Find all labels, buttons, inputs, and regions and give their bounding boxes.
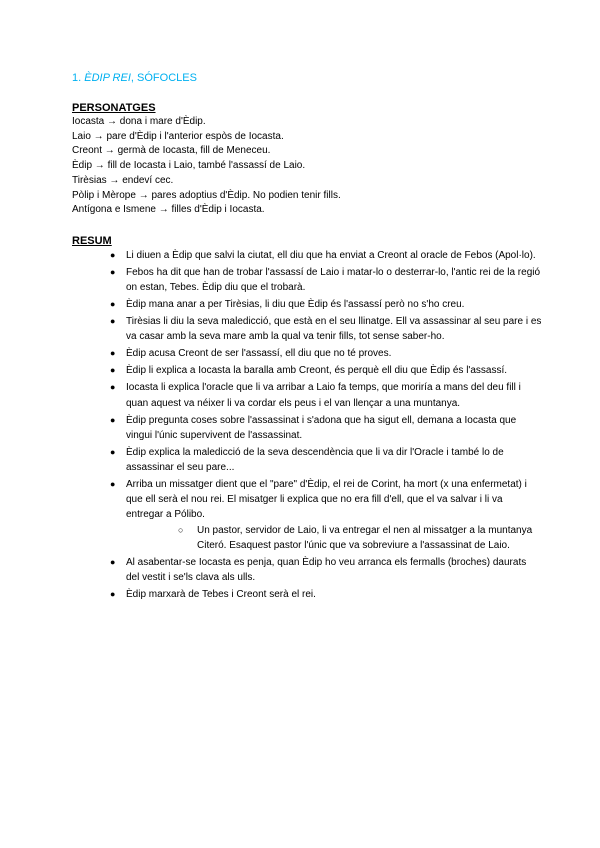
title-number: 1. — [72, 72, 85, 84]
character-line: Tirèsias → endeví cec. — [72, 174, 174, 186]
summary-item-text: Febos ha dit que han de trobar l'assassí de Laio i matar-lo o desterrar-lo, l'antic rei de la regió on estan, Tebes. Èdip diu que el trobarà. — [126, 267, 541, 294]
bullet-icon: ● — [110, 250, 116, 260]
title-separator: , — [130, 72, 138, 84]
bullet-icon: ● — [110, 446, 116, 457]
bullet-icon: ● — [110, 556, 116, 567]
character-line: Iocasta → dona i mare d'Èdip. — [72, 116, 206, 127]
summary-item-text: Iocasta li explica l'oracle que li va arribar a Laio fa temps, que moriría a mans del deu fill i quan aquest va néixer li va cordar els peus i el van llençar a una muntanya. — [126, 382, 521, 409]
summary-item — [72, 413, 542, 443]
characters-list — [72, 115, 341, 218]
character-line: Èdip → fill de Iocasta i Laio, també l'assassí de Laio. — [72, 160, 306, 172]
character-line: Creont → germà de Iocasta, fill de Meneceu. — [72, 145, 271, 157]
summary-item — [72, 297, 542, 312]
summary-item — [72, 445, 542, 475]
summary-item — [72, 346, 542, 361]
summary-item-text: Èdip pregunta coses sobre l'assassinat i s'adona que ha sigut ell, demana a Iocasta que vingui l'únic supervivent de l'assassinat. — [126, 414, 517, 441]
bullet-icon: ● — [110, 414, 116, 425]
summary-item — [72, 477, 542, 553]
summary-item-text: Èdip mana anar a per Tirèsias, li diu que Èdip és l'assassí però no s'ho creu. — [126, 299, 465, 311]
character-line: Laio → pare d'Èdip i l'anterior espòs de Iocasta. — [72, 130, 284, 142]
summary-sub-item-text: Un pastor, servidor de Laio, li va entregar el nen al missatger a la muntanya Citeró. Esaquest pastor l'únic que va sobreviure a l'assassinat de Laio. — [197, 524, 533, 551]
title-work: ÈDIP REI — [84, 72, 131, 84]
summary-item-text: Èdip explica la maledicció de la seva descendència que li va dir l'Oracle i també lo de assassinar el seu pare... — [126, 446, 504, 474]
summary-item-text: Tirèsias li diu la seva maledicció, que està en el seu llinatge. Ell va assassinar al seu pare i es va casar amb la seva mare amb la qual va tenir fills, tot sense saber-ho. — [126, 316, 542, 343]
bullet-icon: ● — [110, 299, 116, 310]
summary-item-text: Li diuen a Èdip que salvi la ciutat, ell diu que ha enviat a Creont al oracle de Febos (Apol·lo). — [126, 250, 536, 261]
bullet-icon: ● — [110, 382, 116, 393]
summary-sub-item — [126, 523, 542, 553]
summary-item — [72, 363, 542, 378]
summary-item-text: Arriba un missatger dient que el "pare" d'Èdip, el rei de Corint, ha mort (x una enfermetat) i que ell serà el nou rei. El misatger li explica que no era fill d'ell, que el va salvar i li va entregar a Pólibo. — [126, 479, 527, 521]
summary-sub-list — [126, 523, 542, 553]
bullet-icon: ● — [110, 365, 116, 376]
summary-list — [72, 248, 542, 604]
summary-item — [72, 380, 542, 410]
summary-item-text: Èdip marxarà de Tebes i Creont serà el rei. — [126, 589, 316, 601]
bullet-icon: ● — [110, 479, 116, 490]
summary-item-text: Èdip acusa Creont de ser l'assassí, ell diu que no té proves. — [126, 348, 392, 360]
summary-item — [72, 248, 542, 263]
summary-item — [72, 265, 542, 295]
summary-item-text: Èdip li explica a Iocasta la baralla amb Creont, és perquè ell diu que Èdip és l'assassí. — [126, 365, 508, 377]
bullet-icon: ● — [110, 589, 116, 600]
character-line: Pòlip i Mèrope → pares adoptius d'Èdip. No podien tenir fills. — [72, 189, 341, 201]
hollow-bullet-icon: ○ — [178, 524, 184, 535]
bullet-icon: ● — [110, 316, 116, 327]
summary-item — [72, 314, 542, 344]
bullet-icon: ● — [110, 267, 116, 277]
document-title — [72, 71, 197, 85]
summary-item — [72, 555, 542, 585]
summary-item-text: Al asabentar-se Iocasta es penja, quan Èdip ho veu arranca els fermalls (broches) daurats del vestit i se'ls clava als ulls. — [126, 556, 527, 584]
bullet-icon: ● — [110, 348, 116, 359]
title-author: SÓFOCLES — [137, 72, 197, 84]
characters-heading: PERSONATGES — [72, 102, 156, 114]
character-line: Antígona e Ismene → filles d'Èdip i Iocasta. — [72, 204, 265, 216]
summary-heading: RESUM — [72, 235, 112, 247]
summary-item — [72, 587, 542, 602]
